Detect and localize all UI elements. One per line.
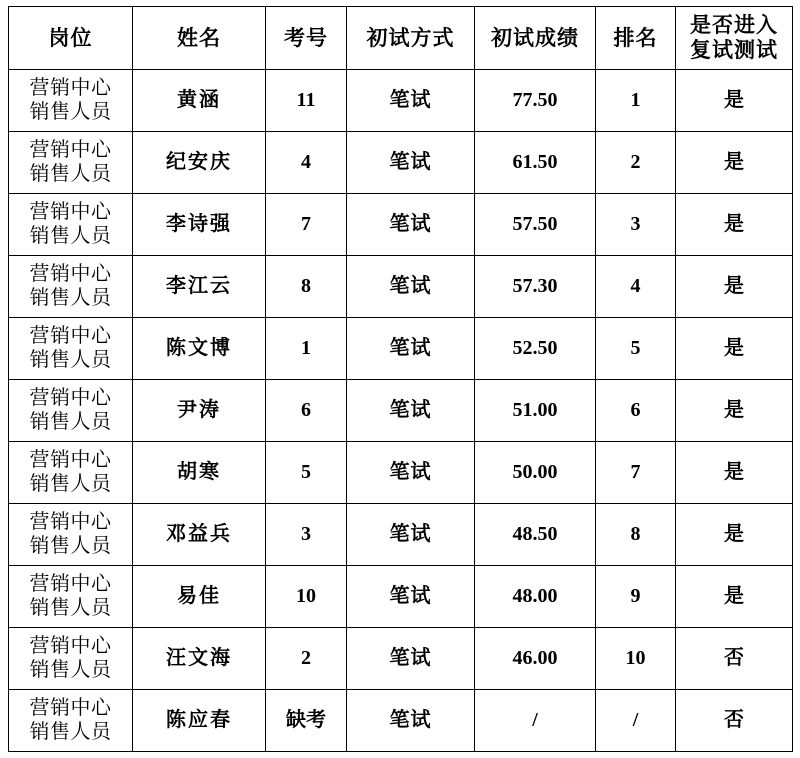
column-header-rank-label: 排名 bbox=[613, 25, 658, 50]
cell-post bbox=[9, 566, 133, 628]
cell-score: 61.50 bbox=[475, 132, 596, 194]
cell-rank: 10 bbox=[596, 628, 676, 690]
column-header-pass-line2: 复试测试 bbox=[690, 38, 778, 62]
cell-score: 57.30 bbox=[475, 256, 596, 318]
cell-method: 笔试 bbox=[347, 504, 475, 566]
cell-method: 笔试 bbox=[347, 256, 475, 318]
column-header-name bbox=[133, 7, 266, 70]
cell-exam-no: 3 bbox=[266, 504, 347, 566]
cell-method: 笔试 bbox=[347, 318, 475, 380]
cell-post-line2: 销售人员 bbox=[29, 596, 112, 619]
table-row bbox=[9, 256, 793, 318]
cell-post-line1: 营销中心 bbox=[29, 262, 112, 285]
cell-post bbox=[9, 380, 133, 442]
cell-exam-no: 6 bbox=[266, 380, 347, 442]
table-row bbox=[9, 628, 793, 690]
cell-rank: / bbox=[596, 690, 676, 752]
cell-exam-no: 4 bbox=[266, 132, 347, 194]
cell-pass: 是 bbox=[676, 70, 793, 132]
column-header-name-label: 姓名 bbox=[177, 25, 221, 50]
cell-score: 77.50 bbox=[475, 70, 596, 132]
table-row bbox=[9, 318, 793, 380]
column-header-post bbox=[9, 7, 133, 70]
cell-post-line1: 营销中心 bbox=[29, 572, 112, 595]
cell-score: 48.00 bbox=[475, 566, 596, 628]
table-row bbox=[9, 194, 793, 256]
table-body bbox=[9, 70, 793, 752]
column-header-exam-no bbox=[266, 7, 347, 70]
cell-post-line2: 销售人员 bbox=[29, 224, 112, 247]
cell-rank: 9 bbox=[596, 566, 676, 628]
cell-pass: 是 bbox=[676, 442, 793, 504]
cell-exam-no: 5 bbox=[266, 442, 347, 504]
cell-post-line1: 营销中心 bbox=[29, 138, 112, 161]
cell-method: 笔试 bbox=[347, 690, 475, 752]
cell-method: 笔试 bbox=[347, 132, 475, 194]
cell-name: 汪文海 bbox=[133, 628, 266, 690]
cell-post-line2: 销售人员 bbox=[29, 100, 112, 123]
cell-rank: 3 bbox=[596, 194, 676, 256]
column-header-method bbox=[347, 7, 475, 70]
cell-exam-no: 11 bbox=[266, 70, 347, 132]
cell-post-line2: 销售人员 bbox=[29, 348, 112, 371]
cell-exam-no: 8 bbox=[266, 256, 347, 318]
cell-post-line1: 营销中心 bbox=[29, 76, 112, 99]
cell-pass: 否 bbox=[676, 690, 793, 752]
cell-post-line1: 营销中心 bbox=[29, 696, 112, 719]
table-row bbox=[9, 690, 793, 752]
cell-pass: 是 bbox=[676, 132, 793, 194]
cell-method: 笔试 bbox=[347, 628, 475, 690]
cell-post-line1: 营销中心 bbox=[29, 510, 112, 533]
column-header-score-label: 初试成绩 bbox=[491, 25, 579, 50]
cell-name: 邓益兵 bbox=[133, 504, 266, 566]
cell-post bbox=[9, 70, 133, 132]
cell-name: 纪安庆 bbox=[133, 132, 266, 194]
cell-name: 陈应春 bbox=[133, 690, 266, 752]
cell-name: 陈文博 bbox=[133, 318, 266, 380]
cell-exam-no: 1 bbox=[266, 318, 347, 380]
cell-pass: 否 bbox=[676, 628, 793, 690]
cell-pass: 是 bbox=[676, 380, 793, 442]
column-header-exam-no-label: 考号 bbox=[284, 25, 328, 50]
cell-score: 57.50 bbox=[475, 194, 596, 256]
cell-post-line2: 销售人员 bbox=[29, 658, 112, 681]
cell-name: 李诗强 bbox=[133, 194, 266, 256]
cell-exam-no: 缺考 bbox=[266, 690, 347, 752]
cell-post bbox=[9, 628, 133, 690]
cell-method: 笔试 bbox=[347, 70, 475, 132]
cell-post bbox=[9, 256, 133, 318]
cell-rank: 5 bbox=[596, 318, 676, 380]
table-row bbox=[9, 132, 793, 194]
column-header-score bbox=[475, 7, 596, 70]
cell-post-line1: 营销中心 bbox=[29, 386, 112, 409]
cell-post-line2: 销售人员 bbox=[29, 410, 112, 433]
cell-exam-no: 10 bbox=[266, 566, 347, 628]
cell-score: 51.00 bbox=[475, 380, 596, 442]
exam-results-table bbox=[8, 6, 793, 752]
cell-method: 笔试 bbox=[347, 194, 475, 256]
cell-rank: 2 bbox=[596, 132, 676, 194]
cell-method: 笔试 bbox=[347, 566, 475, 628]
cell-post-line2: 销售人员 bbox=[29, 286, 112, 309]
cell-post-line2: 销售人员 bbox=[29, 534, 112, 557]
cell-post-line2: 销售人员 bbox=[29, 472, 112, 495]
cell-rank: 4 bbox=[596, 256, 676, 318]
cell-post-line1: 营销中心 bbox=[29, 448, 112, 471]
cell-score: / bbox=[475, 690, 596, 752]
cell-rank: 6 bbox=[596, 380, 676, 442]
table-row bbox=[9, 504, 793, 566]
table-row bbox=[9, 380, 793, 442]
cell-post bbox=[9, 132, 133, 194]
table-row bbox=[9, 70, 793, 132]
cell-pass: 是 bbox=[676, 318, 793, 380]
cell-score: 52.50 bbox=[475, 318, 596, 380]
cell-rank: 8 bbox=[596, 504, 676, 566]
cell-pass: 是 bbox=[676, 504, 793, 566]
cell-name: 易佳 bbox=[133, 566, 266, 628]
table-row bbox=[9, 566, 793, 628]
cell-post bbox=[9, 690, 133, 752]
column-header-post-label: 岗位 bbox=[48, 25, 93, 50]
cell-rank: 1 bbox=[596, 70, 676, 132]
cell-post-line2: 销售人员 bbox=[29, 720, 112, 743]
table-row bbox=[9, 442, 793, 504]
cell-post bbox=[9, 194, 133, 256]
cell-exam-no: 7 bbox=[266, 194, 347, 256]
cell-name: 胡寒 bbox=[133, 442, 266, 504]
column-header-method-label: 初试方式 bbox=[366, 25, 455, 50]
cell-name: 尹涛 bbox=[133, 380, 266, 442]
cell-method: 笔试 bbox=[347, 442, 475, 504]
cell-post bbox=[9, 504, 133, 566]
cell-score: 48.50 bbox=[475, 504, 596, 566]
column-header-pass bbox=[676, 7, 793, 70]
cell-pass: 是 bbox=[676, 194, 793, 256]
cell-method: 笔试 bbox=[347, 380, 475, 442]
cell-post-line1: 营销中心 bbox=[29, 324, 112, 347]
cell-name: 黄涵 bbox=[133, 70, 266, 132]
cell-name: 李江云 bbox=[133, 256, 266, 318]
cell-post-line1: 营销中心 bbox=[29, 200, 112, 223]
cell-post-line2: 销售人员 bbox=[29, 162, 112, 185]
table-header-row bbox=[9, 7, 793, 70]
cell-pass: 是 bbox=[676, 566, 793, 628]
cell-rank: 7 bbox=[596, 442, 676, 504]
cell-score: 50.00 bbox=[475, 442, 596, 504]
cell-post bbox=[9, 318, 133, 380]
cell-pass: 是 bbox=[676, 256, 793, 318]
cell-post bbox=[9, 442, 133, 504]
cell-exam-no: 2 bbox=[266, 628, 347, 690]
column-header-rank bbox=[596, 7, 676, 70]
cell-score: 46.00 bbox=[475, 628, 596, 690]
column-header-pass-line1: 是否进入 bbox=[690, 13, 778, 38]
cell-post-line1: 营销中心 bbox=[29, 634, 112, 657]
